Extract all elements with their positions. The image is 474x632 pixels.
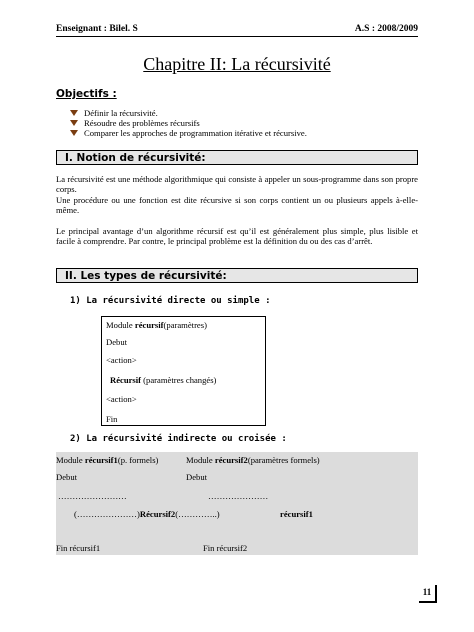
module-keyword: Module xyxy=(186,455,215,465)
objective-item xyxy=(70,108,307,118)
objectives-heading: Objectifs : xyxy=(56,88,117,100)
section-heading-types: II. Les types de récursivité: xyxy=(56,268,418,283)
module-line xyxy=(106,320,207,330)
subheading-direct: 1) La récursivité directe ou simple : xyxy=(70,296,271,306)
paragraph-definition: La récursivité est une méthode algorithmique qui consiste à appeler un sous-programme dans son propre corps. xyxy=(56,174,418,195)
module-keyword: Module xyxy=(56,455,85,465)
fin2-line: Fin récursif2 xyxy=(203,543,248,553)
call-args: (…………..) xyxy=(175,509,220,519)
arrow-bullet-icon xyxy=(70,130,78,136)
dots1-line: …………………… xyxy=(58,491,127,501)
fin1-line: Fin récursif1 xyxy=(56,543,101,553)
arrow-bullet-icon xyxy=(70,110,78,116)
direct-recursion-box xyxy=(101,316,266,426)
chapter-title xyxy=(0,54,474,75)
call1-line xyxy=(74,509,220,519)
dots2-line: ………………… xyxy=(208,491,269,501)
call-args: (…………………) xyxy=(74,509,140,519)
call-params: (paramètres changés) xyxy=(141,375,217,385)
debut2-line: Debut xyxy=(186,472,208,482)
objective-item xyxy=(70,118,307,128)
subheading-indirect: 2) La récursivité indirecte ou croisée : xyxy=(70,434,287,444)
objective-text: Comparer les approches de programmation itérative et récursive. xyxy=(84,128,307,138)
module-params: (paramètres) xyxy=(163,320,207,330)
fin-line: Fin xyxy=(106,414,118,424)
module-name: récursif xyxy=(134,320,164,330)
recursive-call-line xyxy=(110,375,216,385)
call-name: Récursif xyxy=(110,375,142,385)
module-params: (p. formels) xyxy=(117,455,159,465)
header-teacher: Enseignant : Bilel. S xyxy=(56,24,138,34)
action-line: <action> xyxy=(106,355,137,365)
paragraph-recursive-procedure: Une procédure ou une fonction est dite récursive si son corps contient un ou plusieurs appels à-elle- même. xyxy=(56,195,418,216)
objective-item xyxy=(70,128,307,138)
header-year: A.S : 2008/2009 xyxy=(354,24,418,34)
debut-line: Debut xyxy=(106,337,128,347)
header-rule xyxy=(56,36,418,37)
indirect-recursion-box xyxy=(56,452,418,555)
page-number: 11 xyxy=(419,585,437,603)
debut1-line: Debut xyxy=(56,472,78,482)
section-heading-notion: I. Notion de récursivité: xyxy=(56,150,418,165)
chapter-title-text: Chapitre II: La récursivité xyxy=(143,54,331,74)
objective-text: Résoudre des problèmes récursifs xyxy=(84,118,200,128)
paragraph-advantage: Le principal avantage d’un algorithme récursif est qu’il est généralement plus simple, plus lisible et facile à comprendre. Par contre, le principal problème est la définition du ou des cas d’arrêt. xyxy=(56,226,418,247)
module-keyword: Module xyxy=(106,320,135,330)
call-name: Récursif2 xyxy=(139,509,176,519)
module-name: récursif1 xyxy=(84,455,118,465)
objectives-list xyxy=(70,108,307,138)
objective-text: Définir la récursivité. xyxy=(84,108,158,118)
module2-line xyxy=(186,455,320,465)
module-name: récursif2 xyxy=(214,455,248,465)
arrow-bullet-icon xyxy=(70,120,78,126)
action-line: <action> xyxy=(106,394,137,404)
module-params: (paramètres formels) xyxy=(247,455,320,465)
call2-line: récursif1 xyxy=(280,509,313,519)
module1-line xyxy=(56,455,158,465)
